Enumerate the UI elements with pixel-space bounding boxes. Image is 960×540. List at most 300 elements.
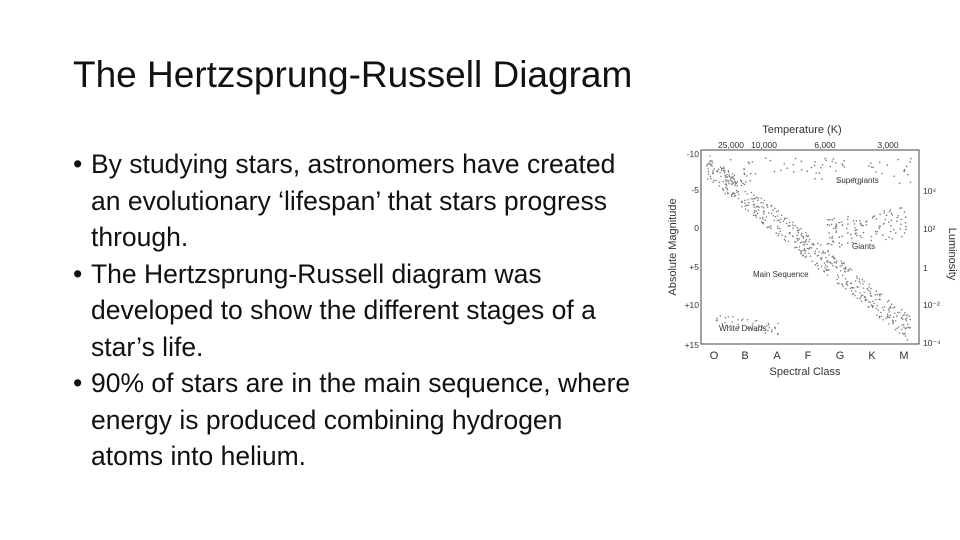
star-dot: [809, 248, 811, 250]
star-dot: [893, 322, 895, 324]
top-tick-label: 6,000: [814, 140, 836, 150]
star-dot: [829, 225, 831, 227]
bullet-glyph: •: [73, 149, 83, 179]
star-dot: [892, 321, 894, 323]
star-dot: [762, 218, 764, 220]
star-dot: [741, 320, 743, 322]
star-dot: [868, 165, 870, 167]
star-dot: [861, 295, 863, 297]
top-axis-label: Temperature (K): [762, 124, 842, 136]
star-dot: [726, 187, 728, 189]
star-dot: [757, 206, 759, 208]
top-tick-label: 3,000: [877, 140, 899, 150]
star-dot: [727, 176, 729, 178]
star-dot: [754, 197, 756, 199]
star-dot: [745, 208, 747, 210]
star-dot: [896, 328, 898, 330]
star-dot: [814, 161, 816, 163]
star-dot: [801, 169, 803, 171]
star-dot: [880, 312, 882, 314]
star-dot: [763, 207, 765, 209]
star-dot: [789, 233, 791, 235]
star-dot: [906, 320, 908, 322]
star-dot: [832, 256, 834, 258]
star-dot: [832, 265, 834, 267]
star-dot: [841, 244, 843, 246]
star-dot: [879, 316, 881, 318]
star-dot: [901, 329, 903, 331]
star-dot: [855, 232, 857, 234]
star-dot: [845, 266, 847, 268]
star-dot: [725, 193, 727, 195]
star-dot: [780, 230, 782, 232]
star-dot: [854, 227, 856, 229]
star-dot: [905, 226, 907, 228]
star-dot: [822, 164, 824, 166]
star-dot: [860, 235, 862, 237]
star-dot: [847, 281, 849, 283]
star-dot: [850, 282, 852, 284]
star-dot: [824, 158, 826, 160]
star-dot: [853, 220, 855, 222]
star-dot: [856, 277, 858, 279]
star-dot: [753, 207, 755, 209]
star-dot: [846, 228, 848, 230]
star-dot: [805, 232, 807, 234]
star-dot: [778, 233, 780, 235]
star-dot: [804, 257, 806, 259]
star-dot: [727, 192, 729, 194]
star-dot: [756, 197, 758, 199]
star-dot: [728, 170, 730, 172]
star-dot: [841, 235, 843, 237]
star-dot: [889, 317, 891, 319]
star-dot: [905, 328, 907, 330]
star-dot: [738, 193, 740, 195]
star-dot: [826, 243, 828, 245]
star-dot: [870, 295, 872, 297]
star-dot: [855, 290, 857, 292]
star-dot: [725, 187, 727, 189]
star-dot: [809, 238, 811, 240]
star-dot: [890, 209, 892, 211]
star-dot: [734, 175, 736, 177]
star-dot: [797, 240, 799, 242]
star-dot: [851, 238, 853, 240]
star-dot: [885, 318, 887, 320]
star-dot: [866, 288, 868, 290]
star-dot: [767, 227, 769, 229]
star-dot: [753, 214, 755, 216]
star-dot: [841, 263, 843, 265]
star-dot: [765, 219, 767, 221]
star-dot: [750, 173, 752, 175]
star-dot: [901, 236, 903, 238]
star-dot: [817, 265, 819, 267]
star-dot: [824, 267, 826, 269]
star-dot: [876, 218, 878, 220]
star-dot: [798, 232, 800, 234]
spectral-class-tick: K: [868, 350, 876, 362]
star-dot: [869, 302, 871, 304]
star-dot: [825, 257, 827, 259]
star-dot: [827, 250, 829, 252]
star-dot: [869, 290, 871, 292]
star-dot: [793, 164, 795, 166]
star-dot: [838, 236, 840, 238]
star-dot: [836, 267, 838, 269]
star-dot: [788, 225, 790, 227]
star-dot: [905, 229, 907, 231]
star-dot: [804, 252, 806, 254]
star-dot: [756, 217, 758, 219]
star-dot: [859, 220, 861, 222]
star-dot: [796, 237, 798, 239]
star-dot: [872, 167, 874, 169]
star-dot: [784, 163, 786, 165]
star-dot: [899, 207, 901, 209]
star-dot: [745, 181, 747, 183]
star-dot: [789, 225, 791, 227]
star-dot: [777, 215, 779, 217]
star-dot: [902, 318, 904, 320]
star-dot: [762, 223, 764, 225]
star-dot: [910, 327, 912, 329]
star-dot: [855, 230, 857, 232]
star-dot: [855, 280, 857, 282]
bullet-glyph: •: [73, 368, 83, 398]
star-dot: [826, 266, 828, 268]
star-dot: [722, 188, 724, 190]
star-dot: [883, 212, 885, 214]
star-dot: [731, 180, 733, 182]
star-dot: [725, 183, 727, 185]
star-dot: [769, 327, 771, 329]
bottom-axis-label: Spectral Class: [769, 366, 841, 378]
star-dot: [875, 299, 877, 301]
star-dot: [850, 288, 852, 290]
star-dot: [803, 237, 805, 239]
star-dot: [725, 179, 727, 181]
star-dot: [859, 282, 861, 284]
star-dot: [872, 300, 874, 302]
star-dot: [779, 228, 781, 230]
star-dot: [889, 306, 891, 308]
star-dot: [854, 223, 856, 225]
star-dot: [732, 177, 734, 179]
star-dot: [785, 240, 787, 242]
star-dot: [875, 171, 877, 173]
star-dot: [817, 243, 819, 245]
star-dot: [766, 204, 768, 206]
star-dot: [829, 237, 831, 239]
star-dot: [774, 328, 776, 330]
star-dot: [888, 309, 890, 311]
star-dot: [784, 239, 786, 241]
star-dot: [891, 213, 893, 215]
star-dot: [747, 319, 749, 321]
star-dot: [736, 185, 738, 187]
star-dot: [899, 311, 901, 313]
star-dot: [794, 247, 796, 249]
star-dot: [886, 214, 888, 216]
star-dot: [888, 237, 890, 239]
star-dot: [828, 254, 830, 256]
star-dot: [737, 319, 739, 321]
star-dot: [813, 244, 815, 246]
star-dot: [799, 246, 801, 248]
star-dot: [909, 319, 911, 321]
star-dot: [835, 223, 837, 225]
star-dot: [865, 300, 867, 302]
star-dot: [839, 265, 841, 267]
star-dot: [720, 315, 722, 317]
star-dot: [727, 181, 729, 183]
star-dot: [804, 244, 806, 246]
star-dot: [812, 242, 814, 244]
bullet-item: [73, 146, 633, 256]
star-dot: [755, 211, 757, 213]
star-dot: [876, 233, 878, 235]
star-dot: [720, 166, 722, 168]
star-dot: [887, 313, 889, 315]
star-dot: [847, 285, 849, 287]
star-dot: [754, 210, 756, 212]
star-dot: [767, 330, 769, 332]
star-dot: [712, 170, 714, 172]
star-dot: [768, 323, 770, 325]
star-dot: [821, 253, 823, 255]
star-dot: [798, 249, 800, 251]
star-dot: [857, 287, 859, 289]
star-dot: [741, 206, 743, 208]
star-dot: [892, 238, 894, 240]
star-dot: [824, 271, 826, 273]
star-dot: [712, 182, 714, 184]
star-dot: [731, 321, 733, 323]
star-dot: [872, 305, 874, 307]
star-dot: [777, 228, 779, 230]
star-dot: [793, 171, 795, 173]
star-dot: [879, 225, 881, 227]
star-dot: [762, 217, 764, 219]
star-dot: [899, 228, 901, 230]
star-dot: [781, 215, 783, 217]
star-dot: [910, 158, 912, 160]
star-dot: [794, 225, 796, 227]
star-dot: [825, 264, 827, 266]
star-dot: [871, 236, 873, 238]
star-dot: [707, 168, 709, 170]
star-dot: [882, 319, 884, 321]
star-dot: [843, 268, 845, 270]
star-dot: [894, 306, 896, 308]
star-dot: [708, 171, 710, 173]
star-dot: [785, 236, 787, 238]
star-dot: [900, 223, 902, 225]
star-dot: [816, 263, 818, 265]
star-dot: [735, 195, 737, 197]
star-dot: [844, 166, 846, 168]
star-dot: [868, 286, 870, 288]
star-dot: [731, 195, 733, 197]
star-dot: [910, 182, 912, 184]
star-dot: [727, 180, 729, 182]
star-dot: [730, 159, 732, 161]
star-dot: [805, 241, 807, 243]
star-dot: [719, 185, 721, 187]
star-dot: [812, 260, 814, 262]
star-dot: [831, 161, 833, 163]
star-dot: [888, 221, 890, 223]
star-dot: [853, 287, 855, 289]
star-dot: [807, 248, 809, 250]
star-dot: [707, 178, 709, 180]
star-dot: [861, 301, 863, 303]
star-dot: [742, 318, 744, 320]
star-dot: [728, 174, 730, 176]
star-dot: [887, 316, 889, 318]
star-dot: [842, 224, 844, 226]
star-dot: [841, 283, 843, 285]
region-label-white-dwarfs: White Dwarfs: [719, 324, 767, 333]
star-dot: [835, 262, 837, 264]
star-dot: [712, 173, 714, 175]
star-dot: [888, 308, 890, 310]
star-dot: [814, 253, 816, 255]
star-dot: [847, 232, 849, 234]
star-dot: [726, 185, 728, 187]
star-dot: [831, 238, 833, 240]
star-dot: [857, 298, 859, 300]
star-dot: [745, 205, 747, 207]
star-dot: [827, 224, 829, 226]
star-dot: [757, 197, 759, 199]
star-dot: [881, 173, 883, 175]
star-dot: [904, 312, 906, 314]
star-dot: [887, 301, 889, 303]
star-dot: [716, 317, 718, 319]
star-dot: [799, 238, 801, 240]
star-dot: [845, 288, 847, 290]
star-dot: [841, 265, 843, 267]
star-dot: [744, 191, 746, 193]
star-dot: [862, 225, 864, 227]
star-dot: [835, 162, 837, 164]
left-tick-label: -5: [691, 185, 699, 195]
star-dot: [833, 218, 835, 220]
star-dot: [810, 255, 812, 257]
star-dot: [827, 251, 829, 253]
star-dot: [891, 220, 893, 222]
star-dot: [770, 225, 772, 227]
star-dot: [725, 180, 727, 182]
star-dot: [865, 299, 867, 301]
star-dot: [764, 200, 766, 202]
star-dot: [876, 290, 878, 292]
star-dot: [897, 159, 899, 161]
star-dot: [859, 278, 861, 280]
star-dot: [895, 329, 897, 331]
star-dot: [710, 160, 712, 162]
star-dot: [885, 239, 887, 241]
star-dot: [892, 307, 894, 309]
spectral-class-tick: A: [773, 350, 781, 362]
star-dot: [829, 219, 831, 221]
star-dot: [806, 235, 808, 237]
star-dot: [865, 221, 867, 223]
star-dot: [727, 189, 729, 191]
star-dot: [788, 240, 790, 242]
star-dot: [712, 162, 714, 164]
star-dot: [801, 160, 803, 162]
star-dot: [749, 163, 751, 165]
star-dot: [769, 226, 771, 228]
star-dot: [789, 222, 791, 224]
star-dot: [713, 179, 715, 181]
star-dot: [750, 198, 752, 200]
star-dot: [831, 224, 833, 226]
star-dot: [733, 192, 735, 194]
star-dot: [877, 231, 879, 233]
star-dot: [836, 260, 838, 262]
star-dot: [727, 316, 729, 318]
star-dot: [770, 160, 772, 162]
star-dot: [778, 219, 780, 221]
star-dot: [725, 317, 727, 319]
star-dot: [859, 280, 861, 282]
star-dot: [802, 235, 804, 237]
star-dot: [839, 246, 841, 248]
star-dot: [826, 270, 828, 272]
star-dot: [771, 329, 773, 331]
star-dot: [752, 198, 754, 200]
star-dot: [733, 179, 735, 181]
star-dot: [711, 160, 713, 162]
star-dot: [877, 305, 879, 307]
star-dot: [879, 299, 881, 301]
star-dot: [801, 233, 803, 235]
star-dot: [732, 176, 734, 178]
star-dot: [904, 232, 906, 234]
star-dot: [792, 235, 794, 237]
star-dot: [907, 314, 909, 316]
star-dot: [864, 296, 866, 298]
star-dot: [863, 232, 865, 234]
star-dot: [892, 214, 894, 216]
star-dot: [777, 220, 779, 222]
star-dot: [778, 210, 780, 212]
star-dot: [893, 229, 895, 231]
star-dot: [751, 192, 753, 194]
star-dot: [899, 182, 901, 184]
star-dot: [736, 182, 738, 184]
star-dot: [723, 168, 725, 170]
star-dot: [771, 213, 773, 215]
star-dot: [854, 295, 856, 297]
star-dot: [867, 289, 869, 291]
star-dot: [723, 169, 725, 171]
star-dot: [757, 199, 759, 201]
star-dot: [774, 208, 776, 210]
left-tick-label: +15: [684, 340, 699, 350]
star-dot: [901, 219, 903, 221]
star-dot: [848, 269, 850, 271]
bullet-glyph: •: [73, 258, 83, 289]
star-dot: [815, 172, 817, 174]
star-dot: [752, 161, 754, 163]
star-dot: [862, 283, 864, 285]
